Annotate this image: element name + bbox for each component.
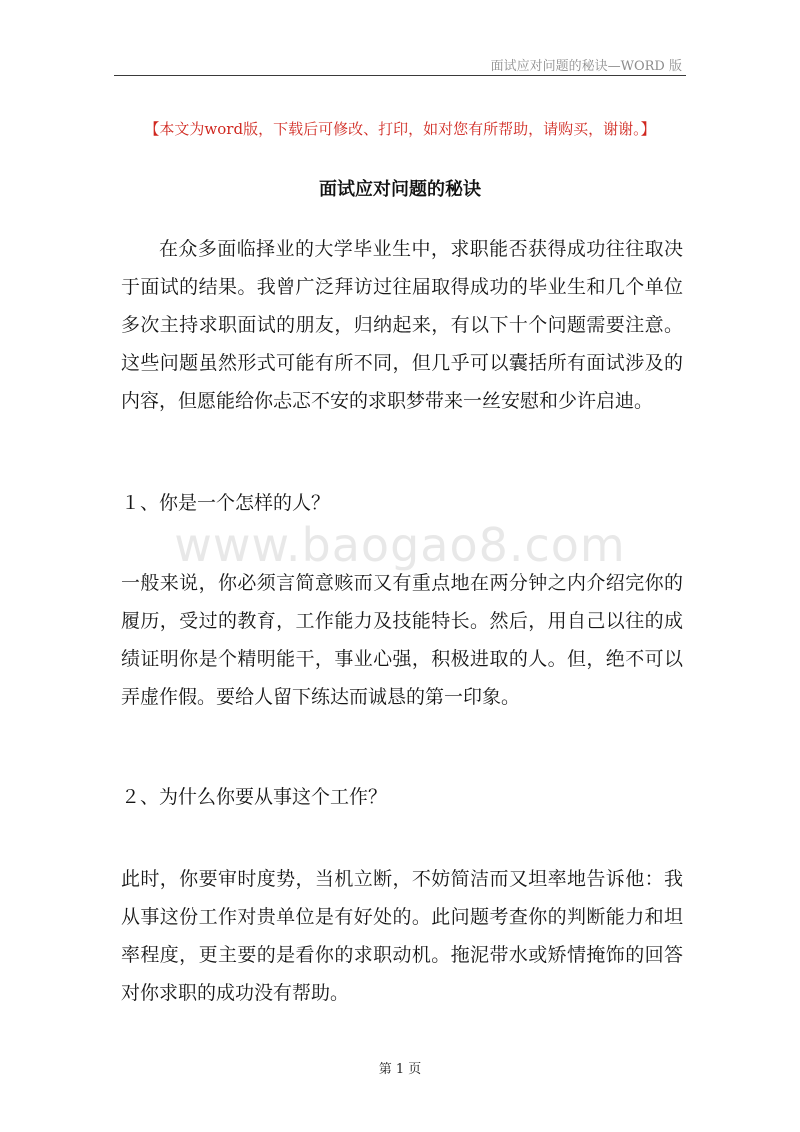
section-heading-1: １、你是一个怎样的人？ xyxy=(121,492,331,514)
document-title: 面试应对问题的秘诀 xyxy=(319,179,481,200)
intro-paragraph: 在众多面临择业的大学毕业生中，求职能否获得成功往往取决于面试的结果。我曾广泛拜访过往届取得成功的毕业生和几个单位多次主持求职面试的朋友，归纳起来，有以下十个问题需要注意。这些问题虽然形式可能有所不同，但几乎可以囊括所有面试涉及的内容，但愿能给你忐忑不安的求职梦带来一丝安慰和少许启迪。 xyxy=(121,238,683,412)
section-body-2: 此时，你要审时度势，当机立断，不妨简洁而又坦率地告诉他：我从事这份工作对贵单位是有好处的。此问题考查你的判断能力和坦率程度，更主要的是看你的求职动机。拖泥带水或矫情掩饰的回答对你求职的成功没有帮助。 xyxy=(121,868,683,1004)
page-number: 第 1 页 xyxy=(378,1062,422,1077)
header-divider xyxy=(114,75,686,76)
watermark-text: www.baogao8.com xyxy=(174,518,626,572)
section-body-1: 一般来说，你必须言简意赅而又有重点地在两分钟之内介绍完你的履历，受过的教育，工作能力及技能特长。然后，用自己以往的成绩证明你是个精明能干，事业心强，积极进取的人。但，绝不可以弄虚作假。要给人留下练达而诚恳的第一印象。 xyxy=(121,572,683,708)
running-header: 面试应对问题的秘诀—WORD 版 xyxy=(490,59,682,74)
purchase-notice: 【本文为word版，下载后可修改、打印，如对您有所帮助，请购买，谢谢。】 xyxy=(144,120,656,138)
section-heading-2: ２、为什么你要从事这个工作？ xyxy=(121,786,388,808)
